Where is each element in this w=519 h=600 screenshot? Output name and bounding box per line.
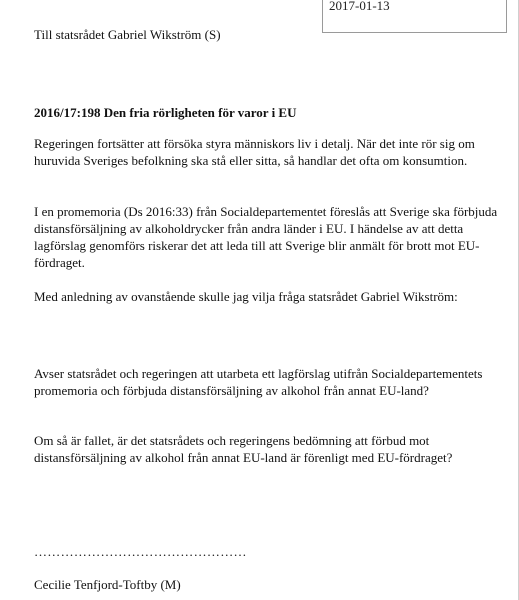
date-text: 2017-01-13: [329, 0, 390, 13]
paragraph-background: I en promemoria (Ds 2016:33) från Socialdepartementet föreslås att Sverige ska förbjuda distansförsäljning av alkoholdrycker från andra länder i EU. I händelse av att detta lagförslag genomförs riskerar det att leda till att Sverige blir anmält för brott mot EU-fördraget.: [34, 204, 498, 270]
question-heading: 2016/17:198 Den fria rörligheten för varor i EU: [34, 105, 297, 120]
signature-name: Cecilie Tenfjord-Toftby (M): [34, 577, 181, 592]
question-one: Avser statsrådet och regeringen att utarbeta ett lagförslag utifrån Socialdepartementets promemoria och förbjuda distansförsäljning av alkohol från annat EU-land?: [34, 366, 483, 398]
question-two: Om så är fallet, är det statsrådets och regeringens bedömning att förbud mot distansförsäljning av alkohol från annat EU-land är förenligt med EU-fördraget?: [34, 433, 453, 465]
addressee-line: Till statsrådet Gabriel Wikström (S): [34, 27, 221, 42]
signature-line: …………………………………………: [34, 544, 247, 559]
paragraph-intro: Regeringen fortsätter att försöka styra människors liv i detalj. När det inte rör sig om huruvida Sveriges befolkning ska stå eller sitta, så handlar det ofta om konsumtion.: [34, 136, 475, 168]
paragraph-question-lead: Med anledning av ovanstående skulle jag vilja fråga statsrådet Gabriel Wikström:: [34, 289, 458, 304]
